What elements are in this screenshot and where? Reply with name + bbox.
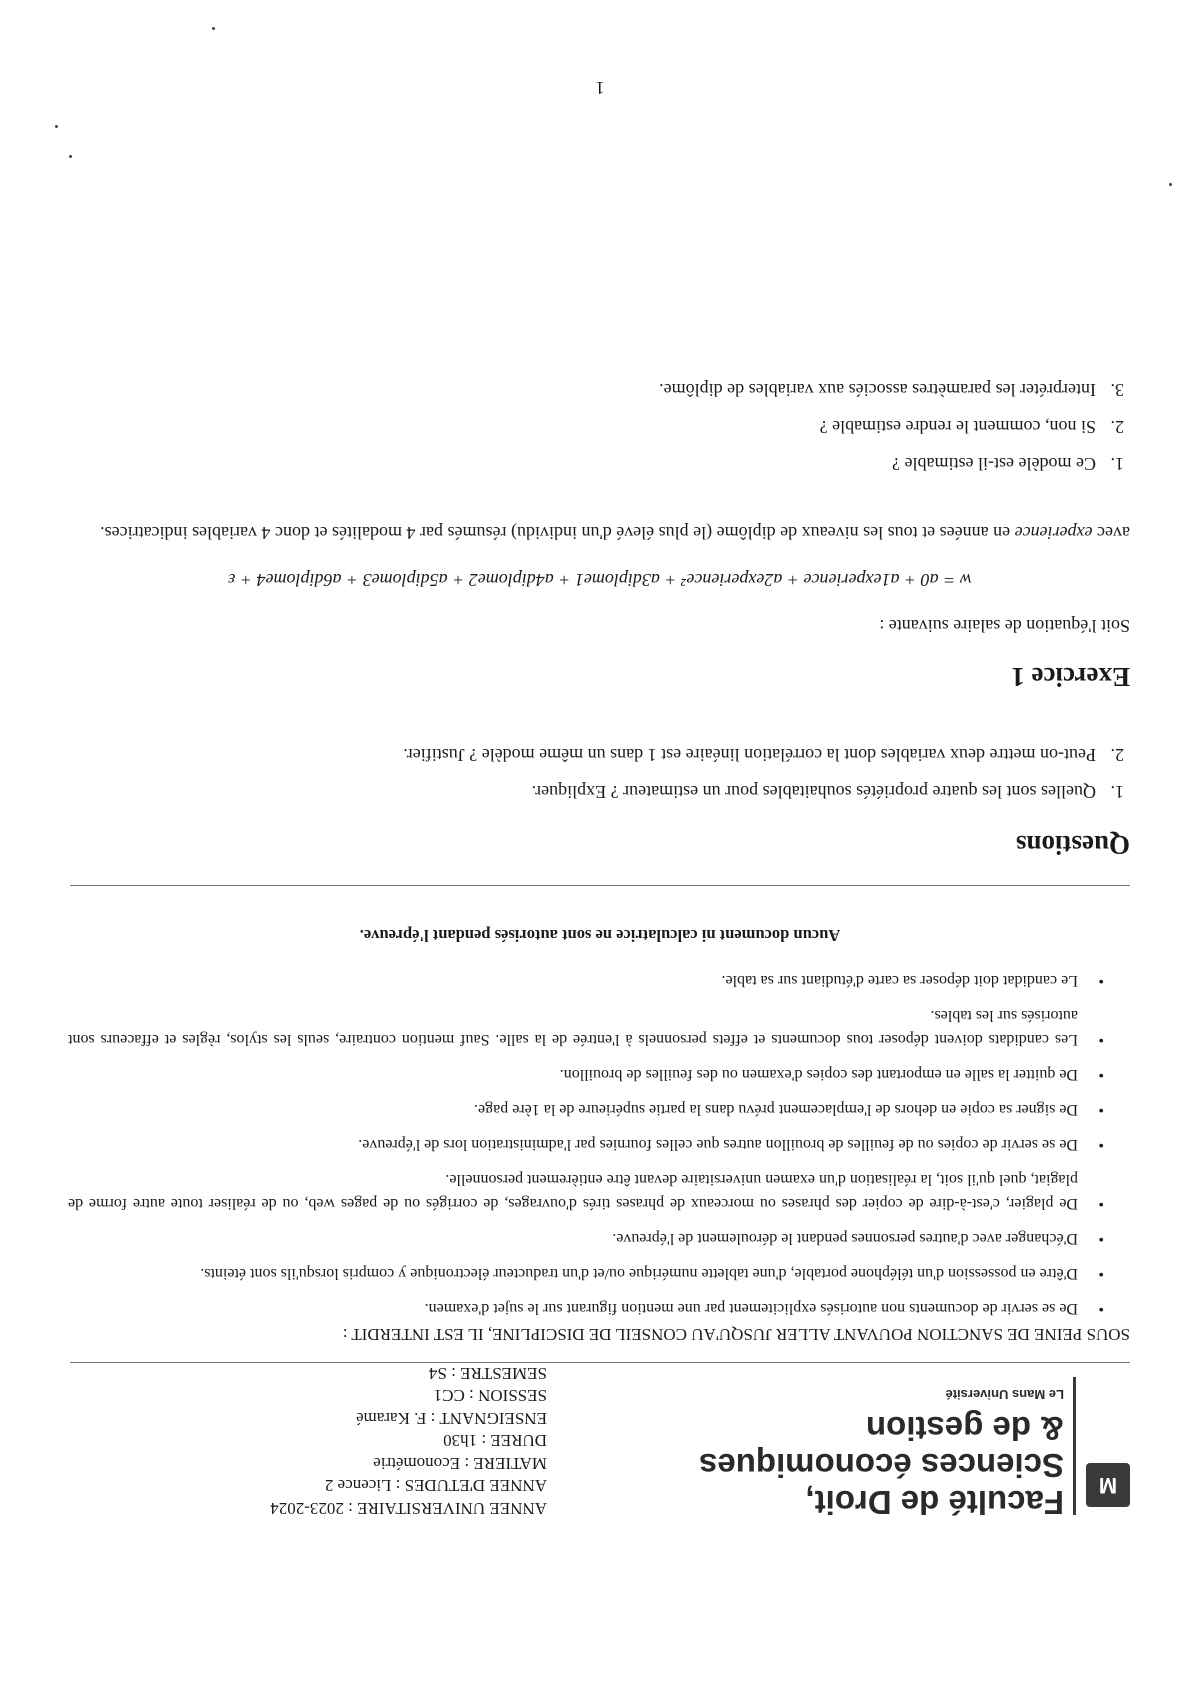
- exam-rules: [68, 957, 1108, 1320]
- description-variable: experience: [1014, 523, 1093, 543]
- question-item: [70, 379, 1130, 400]
- question-number: 2.: [1110, 417, 1124, 437]
- question-item: [70, 781, 1130, 802]
- rule-item: • De se servir de documents non autorisés explicitement par une mention figurant sur le sujet d'examen.: [68, 1296, 1108, 1320]
- rule-item: • D'être en possession d'un téléphone portable, d'une tablette numérique ou/et d'un traducteur électronique y compris lorsqu'ils sont éteints.: [68, 1261, 1108, 1285]
- university-logo-icon: M: [1086, 1463, 1130, 1507]
- teacher: ENSEIGNANT : F. Karamé: [356, 1409, 547, 1428]
- semester: SEMESTRE : S4: [428, 1364, 547, 1383]
- question-item: [70, 453, 1130, 474]
- faculty-name-line-2: Sciences économiques: [699, 1447, 1064, 1484]
- study-year: ANNEE D'ETUDES : Licence 2: [324, 1476, 547, 1496]
- exercise-heading: Exercice 1: [1011, 662, 1130, 692]
- scan-speck: [55, 125, 58, 128]
- scan-speck: [69, 155, 72, 158]
- question-number: 3.: [1110, 380, 1124, 400]
- rule-item: • Le candidat doit déposer sa carte d'étudiant sur sa table.: [68, 968, 1108, 992]
- session: SESSION : CC1: [433, 1386, 547, 1406]
- divider-top: [70, 1362, 1130, 1363]
- header: [70, 1364, 1130, 1521]
- question-item: [70, 416, 1130, 437]
- wage-equation: w = a0 + a1experience + a2experience² + a3diplome1 + a4diplome2 + a5diplome3 + a6diplome4 + ε: [228, 570, 972, 590]
- no-documents-notice: Aucun document ni calculatrice ne sont autorisés pendant l'épreuve.: [359, 926, 841, 945]
- rule-item: • De quitter la salle en emportant des copies d'examen ou des feuilles de brouillon.: [68, 1062, 1108, 1086]
- question-number: 1.: [1110, 782, 1124, 802]
- rule-item: • D'échanger avec d'autres personnes pendant le déroulement de l'épreuve.: [68, 1226, 1108, 1250]
- page-number: 1: [595, 78, 605, 98]
- question-text: Ce modèle est-il estimable ?: [892, 454, 1096, 474]
- warning-title: SOUS PEINE DE SANCTION POUVANT ALLER JUSQU'AU CONSEIL DE DISCIPLINE, IL EST INTERDIT :: [342, 1325, 1130, 1344]
- subject: MATIERE : Econométrie: [373, 1454, 547, 1473]
- faculty-name-line-1: Faculté de Droit,: [805, 1484, 1064, 1521]
- description-prefix: avec: [1097, 523, 1130, 543]
- exercise-intro: Soit l'équation de salaire suivante :: [879, 616, 1130, 636]
- question-item: [70, 744, 1130, 765]
- scan-speck: [1169, 183, 1172, 186]
- questions-heading: Questions: [1015, 830, 1130, 860]
- exercise-questions: [70, 363, 1130, 474]
- question-number: 1.: [1110, 454, 1124, 474]
- exercise-description: [70, 519, 1130, 546]
- question-text: Si non, comment le rendre estimable ?: [819, 417, 1096, 437]
- rule-item: • De plagier, c'est-à-dire de copier des phrases ou morceaux de phrases tirés d'ouvrages, de corrigés ou de pages web, ou de réaliser toute autre forme de plagiat, quel qu'il soit, la réalisation d'un examen universitaire devant être entièrement personnelle.: [68, 1167, 1108, 1215]
- question-text: Quelles sont les quatre propriétés souhaitables pour un estimateur ? Expliquer.: [531, 782, 1096, 802]
- rule-item: • Les candidats doivent déposer tous documents et effets personnels à l'entrée de la salle. Sauf mention contraire, seuls les stylos, règles et effaceurs sont autorisés sur les tables.: [68, 1003, 1108, 1051]
- divider-middle: [70, 885, 1130, 886]
- faculty-name-line-3: & de gestion: [865, 1410, 1064, 1447]
- exam-info: [67, 1362, 547, 1520]
- faculty-logo: [700, 1371, 1130, 1521]
- rule-item: • De se servir de copies ou de feuilles de brouillon autres que celles fournies par l'administration lors de l'épreuve.: [68, 1132, 1108, 1156]
- scan-speck: [212, 27, 215, 30]
- questions-list: [70, 728, 1130, 802]
- academic-year: ANNEE UNIVERSITAIRE : 2023-2024: [270, 1499, 547, 1518]
- question-text: Interpréter les paramètres associés aux variables de diplôme.: [659, 380, 1096, 400]
- university-name: Le Mans Université: [945, 1387, 1064, 1402]
- question-text: Peut-on mettre deux variables dont la corrélation linéaire est 1 dans un même modèle ? Justifier.: [403, 745, 1096, 765]
- logo-divider: [1073, 1377, 1076, 1515]
- rule-item: • De signer sa copie en dehors de l'emplacement prévu dans la partie supérieure de la 1ère page.: [68, 1097, 1108, 1121]
- description-rest: en années et tous les niveaux de diplôme (le plus élevé d'un individu) résumés par 4 modalités et donc 4 variables indicatrices.: [100, 523, 1011, 543]
- question-number: 2.: [1110, 745, 1124, 765]
- duration: DUREE : 1h30: [443, 1431, 547, 1451]
